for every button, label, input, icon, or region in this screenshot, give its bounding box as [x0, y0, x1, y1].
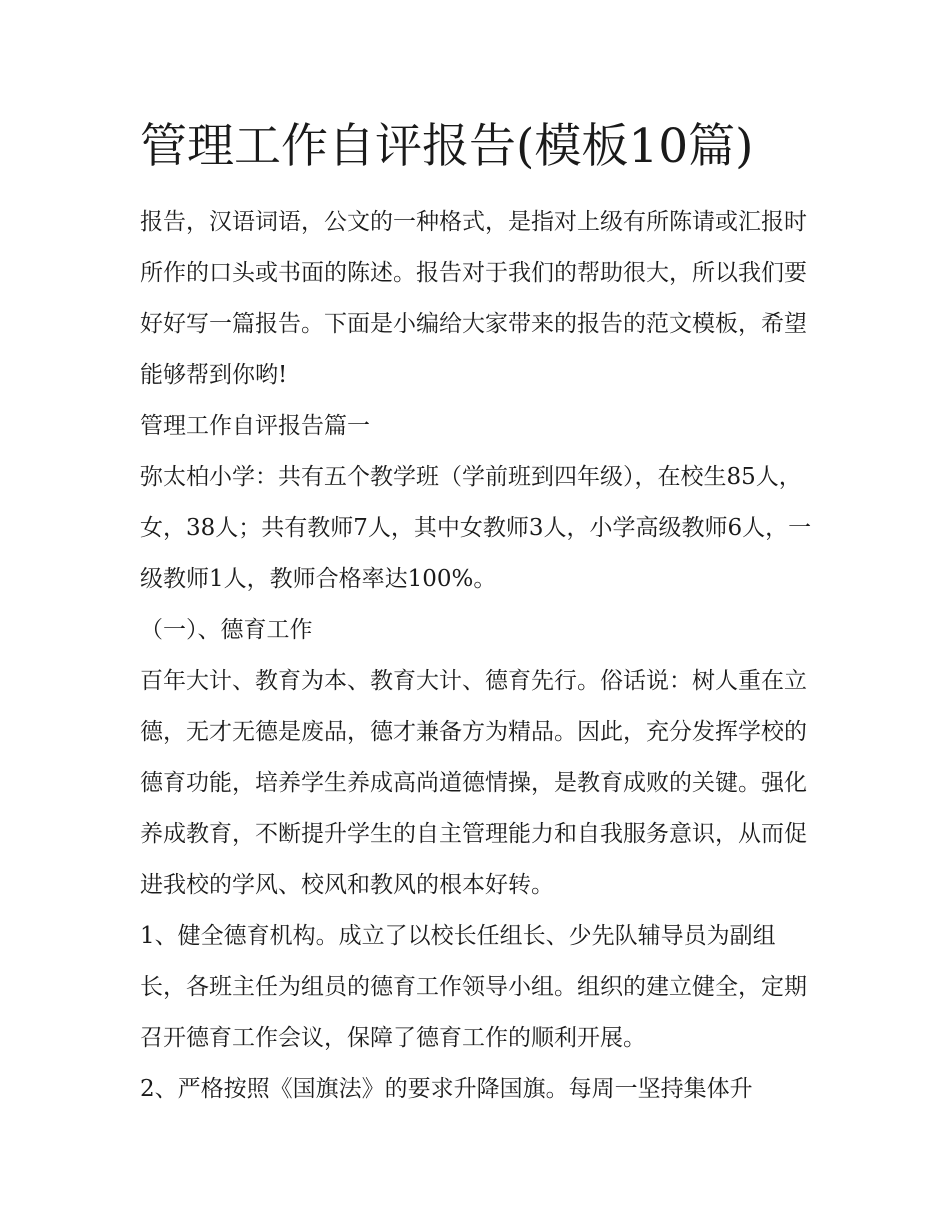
school-overview-paragraph: 弥太柏小学：共有五个教学班（学前班到四年级），在校生85人，女，38人；共有教师7人，其中女教师3人，小学高级教师6人，一级教师1人，教师合格率达100%。 — [140, 464, 812, 592]
section-heading-moral-education: （一）、德育工作 — [140, 617, 313, 643]
list-item-2: 2、严格按照《国旗法》的要求升降国旗。每周一坚持集体升 — [140, 1076, 753, 1102]
document-body — [140, 197, 812, 1115]
list-item-1: 1、健全德育机构。成立了以校长任组长、少先队辅导员为副组长，各班主任为组员的德育工作领导小组。组织的建立健全，定期召开德育工作会议，保障了德育工作的顺利开展。 — [140, 923, 807, 1051]
document-title: 管理工作自评报告(模板10篇) — [140, 119, 754, 174]
moral-education-paragraph: 百年大计、教育为本、教育大计、德育先行。俗话说：树人重在立德，无才无德是废品，德才兼备方为精品。因此，充分发挥学校的德育功能，培养学生养成高尚道德情操，是教育成败的关键。强化养成教育，不断提升学生的自主管理能力和自我服务意识，从而促进我校的学风、校风和教风的根本好转。 — [140, 668, 807, 898]
section-heading-article-one: 管理工作自评报告篇一 — [140, 413, 370, 439]
intro-paragraph: 报告，汉语词语，公文的一种格式，是指对上级有所陈请或汇报时所作的口头或书面的陈述。报告对于我们的帮助很大，所以我们要好好写一篇报告。下面是小编给大家带来的报告的范文模板，希望能够帮到你哟! — [140, 209, 807, 388]
